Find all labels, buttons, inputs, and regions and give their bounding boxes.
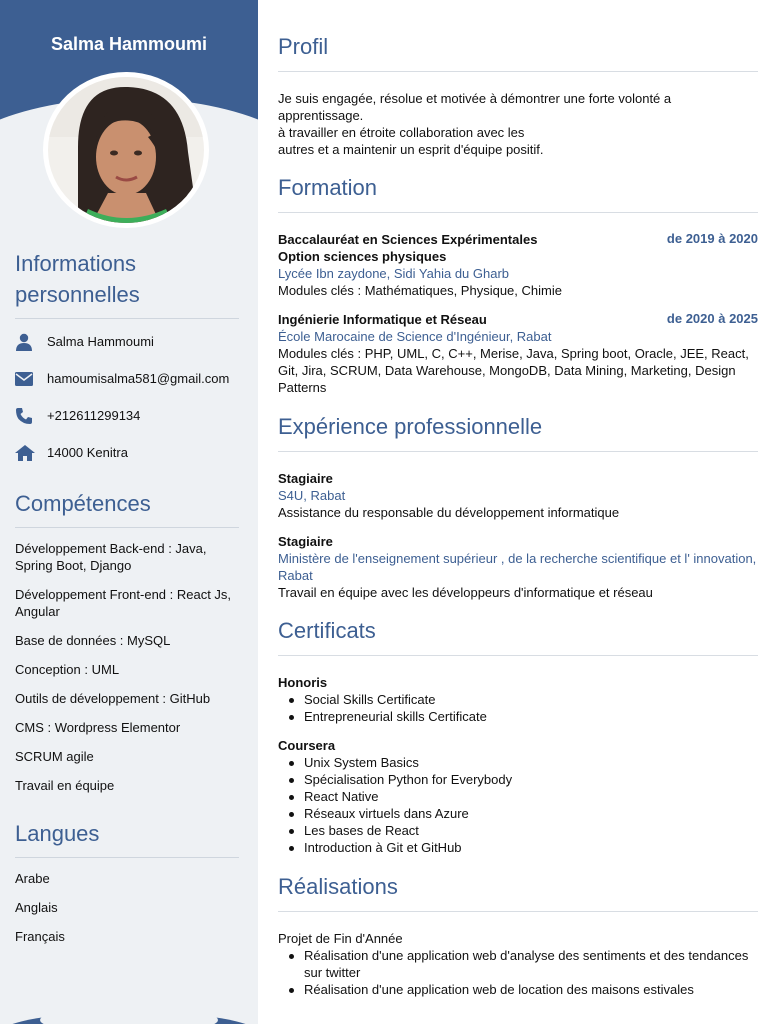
contact-name: Salma Hammoumi <box>15 323 239 360</box>
job-role: Stagiaire <box>278 534 333 549</box>
education-section <box>278 173 758 396</box>
experience-entry <box>278 533 758 601</box>
profile-text: Je suis engagée, résolue et motivée à démontrer une forte volonté a apprentissage. <box>278 91 672 123</box>
contact-phone[interactable]: +212611299134 <box>15 397 239 434</box>
skill-item: Travail en équipe <box>15 778 115 793</box>
certificate-item: React Native <box>288 788 758 805</box>
contact-address: 14000 Kenitra <box>15 434 239 471</box>
language-item: Français <box>15 929 65 944</box>
language-item: Arabe <box>15 871 50 886</box>
certificate-provider: Honoris <box>278 675 328 690</box>
profile-title: Profil <box>278 32 758 72</box>
modules: Modules clés : PHP, UML, C, C++, Merise, Java, Spring boot, Oracle, JEE, React, Git, Jira, SCRUM, Data Warehouse, MongoDB, Data Mining, Marketing, Design Patterns <box>278 346 749 395</box>
candidate-name: Salma Hammoumi <box>50 34 208 54</box>
achievements-section <box>278 872 758 998</box>
certificate-group <box>278 737 758 856</box>
personal-info-section <box>15 248 239 471</box>
certificate-item: Spécialisation Python for Everybody <box>288 771 758 788</box>
degree-title: Ingénierie Informatique et Réseau <box>278 312 487 327</box>
skill-item: Base de données : MySQL <box>15 633 171 648</box>
job-description: Travail en équipe avec les développeurs d'informatique et réseau <box>278 585 653 600</box>
certificates-title: Certificats <box>278 616 758 656</box>
education-title: Formation <box>278 173 758 213</box>
education-entry <box>278 231 758 299</box>
skill-item: Outils de développement : GitHub <box>15 691 211 706</box>
experience-title: Expérience professionnelle <box>278 412 758 452</box>
degree-title: Baccalauréat en Sciences Expérimentales <box>278 232 538 247</box>
skill-item: Développement Front-end : React Js, Angular <box>15 587 232 619</box>
languages-title: Langues <box>15 818 239 858</box>
modules: Modules clés : Mathématiques, Physique, Chimie <box>278 283 562 298</box>
skill-item: CMS : Wordpress Elementor <box>15 720 181 735</box>
profile-section <box>278 32 758 158</box>
contact-email[interactable]: hamoumisalma581@gmail.com <box>15 360 239 397</box>
degree-option: Option sciences physiques <box>278 249 447 264</box>
experience-section <box>278 412 758 601</box>
skill-item: Conception : UML <box>15 662 120 677</box>
certificate-item: Réseaux virtuels dans Azure <box>288 805 758 822</box>
certificate-item: Les bases de React <box>288 822 758 839</box>
phone-icon <box>15 407 47 425</box>
envelope-icon <box>15 372 47 386</box>
skill-item: SCRUM agile <box>15 749 94 764</box>
achievement-item: Réalisation d'une application web de location des maisons estivales <box>288 981 758 998</box>
school-name: Lycée Ibn zaydone, Sidi Yahia du Gharb <box>278 266 510 281</box>
company-name: S4U, Rabat <box>278 488 346 503</box>
achievement-item: Réalisation d'une application web d'analyse des sentiments et des tendances sur twitter <box>288 947 758 981</box>
school-name: École Marocaine de Science d'Ingénieur, Rabat <box>278 329 552 344</box>
avatar <box>43 72 209 228</box>
achievements-title: Réalisations <box>278 872 758 912</box>
skill-item: Développement Back-end : Java, Spring Boot, Django <box>15 541 207 573</box>
education-date: de 2020 à 2025 <box>666 311 758 326</box>
user-icon <box>15 333 47 351</box>
language-item: Anglais <box>15 900 58 915</box>
experience-entry <box>278 470 758 521</box>
profile-text: à travailler en étroite collaboration avec les <box>278 125 525 140</box>
home-icon <box>15 445 47 461</box>
avatar-photo <box>48 77 204 223</box>
certificate-provider: Coursera <box>278 738 336 753</box>
certificate-group <box>278 674 758 725</box>
certificate-item: Entrepreneurial skills Certificate <box>288 708 758 725</box>
education-entry <box>278 311 758 396</box>
certificate-item: Introduction à Git et GitHub <box>288 839 758 856</box>
education-date: de 2019 à 2020 <box>666 231 758 246</box>
personal-info-title: Informations personnelles <box>15 248 239 319</box>
certificate-item: Social Skills Certificate <box>288 691 758 708</box>
languages-section <box>15 818 239 957</box>
sidebar <box>0 0 258 1024</box>
profile-text: autres et a maintenir un esprit d'équipe positif. <box>278 142 544 157</box>
job-description: Assistance du responsable du développement informatique <box>278 505 620 520</box>
skills-title: Compétences <box>15 488 239 528</box>
skills-section <box>15 488 239 806</box>
project-label: Projet de Fin d'Année <box>278 931 403 946</box>
company-name: Ministère de l'enseignement supérieur , de la recherche scientifique et l' innovation, Rabat <box>278 551 757 583</box>
job-role: Stagiaire <box>278 471 333 486</box>
certificate-item: Unix System Basics <box>288 754 758 771</box>
certificates-section <box>278 616 758 856</box>
